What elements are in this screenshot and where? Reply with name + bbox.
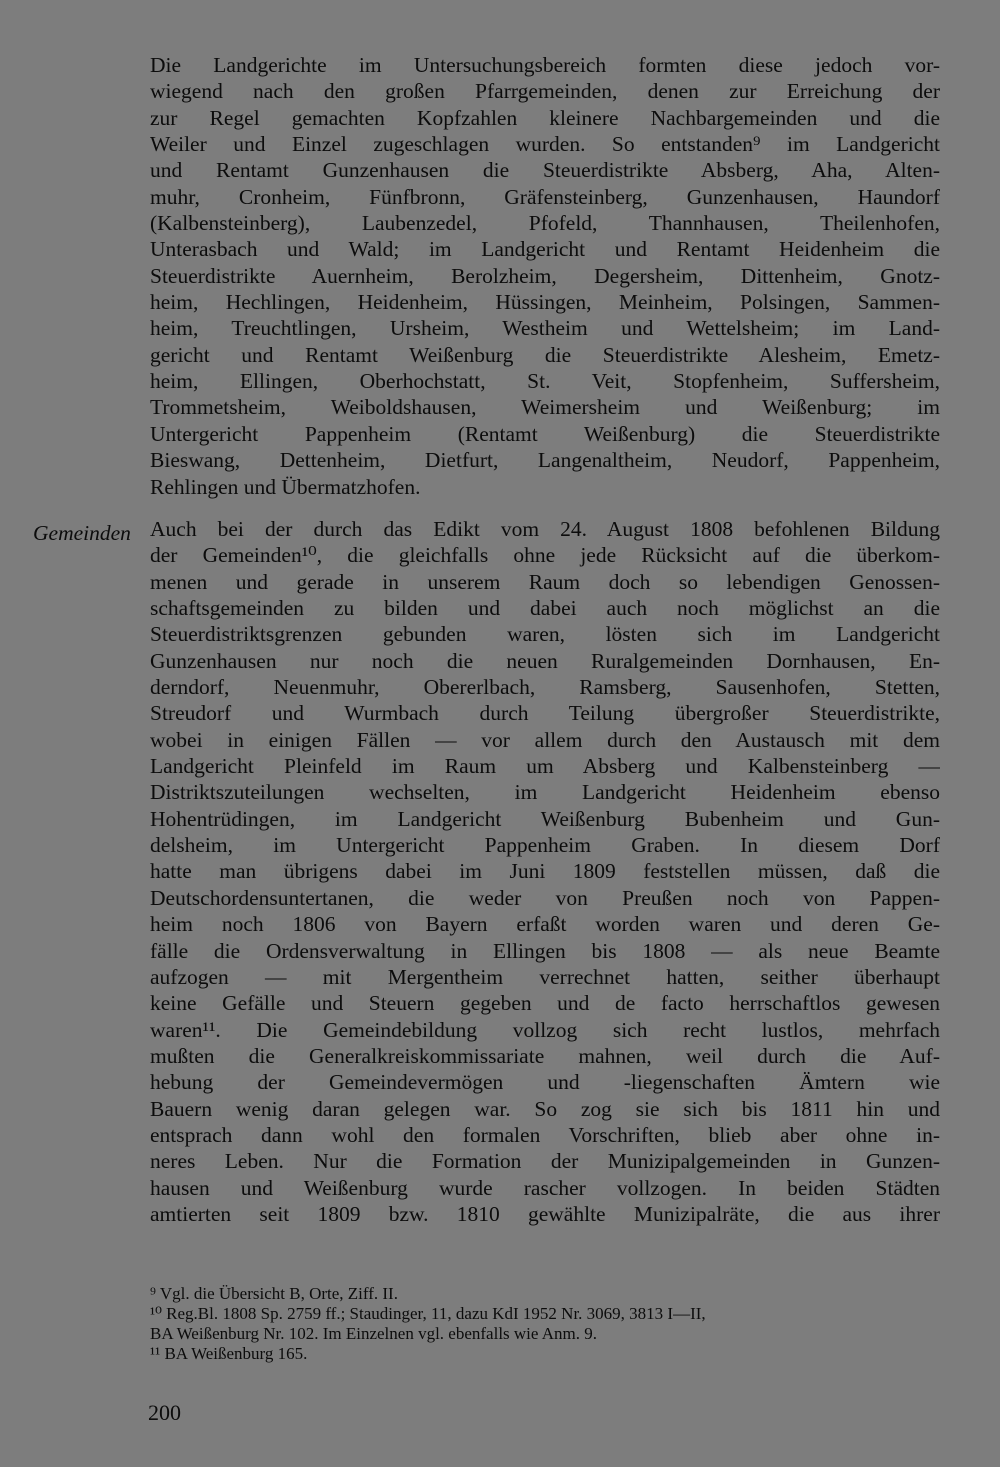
text-line: Unterasbach und Wald; im Landgericht und Rentamt Heidenheim die [150,237,940,262]
text-line: gericht und Rentamt Weißenburg die Steuerdistrikte Alesheim, Emetz- [150,342,940,367]
footnote-11: ¹¹ BA Weißenburg 165. [150,1344,308,1363]
text-line: aufzogen — mit Mergentheim verrechnet hatten, seither überhaupt [150,964,940,989]
text-line: mußten die Generalkreiskommissariate mahnen, weil durch die Auf- [150,1043,940,1068]
text-line: Trommetsheim, Weiboldshausen, Weimersheim und Weißenburg; im [150,395,940,420]
text-line: hatte man übrigens dabei im Juni 1809 feststellen müssen, daß die [150,859,940,884]
text-line: Auch bei der durch das Edikt vom 24. August 1808 befohlenen Bildung [150,517,940,541]
text-line: Hohentrüdingen, im Landgericht Weißenburg Bubenheim und Gun- [150,806,940,831]
text-line: fälle die Ordensverwaltung in Ellingen bis 1808 — als neue Beamte [150,938,940,963]
text-line: neres Leben. Nur die Formation der Munizipalgemeinden in Gunzen- [150,1149,940,1174]
text-line: zur Regel gemachten Kopfzahlen kleinere Nachbargemeinden und die [150,105,940,130]
text-line: heim, Hechlingen, Heidenheim, Hüssingen, Meinheim, Polsingen, Sammen- [150,290,940,315]
text-line: Steuerdistrikte Auernheim, Berolzheim, Degersheim, Dittenheim, Gnotz- [150,263,940,288]
text-line: schaftsgemeinden zu bilden und dabei auch noch möglichst an die [150,596,940,621]
text-line: der Gemeinden¹⁰, die gleichfalls ohne jede Rücksicht auf die überkom- [150,543,940,568]
text-line: Steuerdistriktsgrenzen gebunden waren, lösten sich im Landgericht [150,622,940,647]
text-line: amtierten seit 1809 bzw. 1810 gewählte Munizipalräte, die aus ihrer [150,1201,940,1226]
paragraph-gemeinden [150,516,940,1227]
text-line: (Kalbensteinberg), Laubenzedel, Pfofeld, Thannhausen, Theilenhofen, [150,211,940,236]
text-line: und Rentamt Gunzenhausen die Steuerdistrikte Absberg, Aha, Alten- [150,158,940,183]
text-line: heim, Treuchtlingen, Ursheim, Westheim und Wettelsheim; im Land- [150,316,940,341]
text-line: Streudorf und Wurmbach durch Teilung übergroßer Steuerdistrikte, [150,701,940,726]
text-line: entsprach dann wohl den formalen Vorschriften, blieb aber ohne in- [150,1122,940,1147]
margin-note: Gemeinden [33,521,131,545]
text-line: delsheim, im Untergericht Pappenheim Graben. In diesem Dorf [150,833,940,858]
page-number: 200 [148,1400,181,1425]
text-line: muhr, Cronheim, Fünfbronn, Gräfensteinberg, Gunzenhausen, Haundorf [150,184,940,209]
footnote-10-continued: BA Weißenburg Nr. 102. Im Einzelnen vgl. ebenfalls wie Anm. 9. [150,1324,598,1343]
text-line: menen und gerade in unserem Raum doch so lebendigen Genossen- [150,569,940,594]
footnotes [150,1284,940,1364]
text-line: Weiler und Einzel zugeschlagen wurden. So entstanden⁹ im Landgericht [150,132,940,157]
text-line: Gunzenhausen nur noch die neuen Ruralgemeinden Dornhausen, En- [150,648,940,673]
text-line: keine Gefälle und Steuern gegeben und de facto herrschaftlos gewesen [150,991,940,1016]
text-line: derndorf, Neuenmuhr, Obererlbach, Ramsberg, Sausenhofen, Stetten, [150,675,940,700]
text-line: Bieswang, Dettenheim, Dietfurt, Langenaltheim, Neudorf, Pappenheim, [150,448,940,473]
text-line: waren¹¹. Die Gemeindebildung vollzog sich recht lustlos, mehrfach [150,1017,940,1042]
text-line: hebung der Gemeindevermögen und -liegenschaften Ämtern wie [150,1070,940,1095]
text-line: Landgericht Pleinfeld im Raum um Absberg und Kalbensteinberg — [150,754,940,779]
text-line: Die Landgerichte im Untersuchungsbereich formten diese jedoch vor- [150,53,940,77]
text-line: wiegend nach den großen Pfarrgemeinden, denen zur Erreichung der [150,79,940,104]
text-line: Rehlingen und Übermatzhofen. [150,474,421,499]
text-line: Deutschordensuntertanen, die weder von Preußen noch von Pappen- [150,885,940,910]
text-line: heim noch 1806 von Bayern erfaßt worden waren und deren Ge- [150,912,940,937]
paragraph-steuerdistrikte [150,52,940,500]
text-line: wobei in einigen Fällen — vor allem durch den Austausch mit dem [150,727,940,752]
text-line: Distriktszuteilungen wechselten, im Landgericht Heidenheim ebenso [150,780,940,805]
footnote-9: ⁹ Vgl. die Übersicht B, Orte, Ziff. II. [150,1284,398,1303]
footnote-10: ¹⁰ Reg.Bl. 1808 Sp. 2759 ff.; Staudinger, 11, dazu KdI 1952 Nr. 3069, 3813 I—II, [150,1304,706,1323]
text-line: hausen und Weißenburg wurde rascher vollzogen. In beiden Städten [150,1175,940,1200]
text-line: Untergericht Pappenheim (Rentamt Weißenburg) die Steuerdistrikte [150,421,940,446]
text-line: heim, Ellingen, Oberhochstatt, St. Veit, Stopfenheim, Suffersheim, [150,369,940,394]
text-line: Bauern wenig daran gelegen war. So zog sie sich bis 1811 hin und [150,1096,940,1121]
